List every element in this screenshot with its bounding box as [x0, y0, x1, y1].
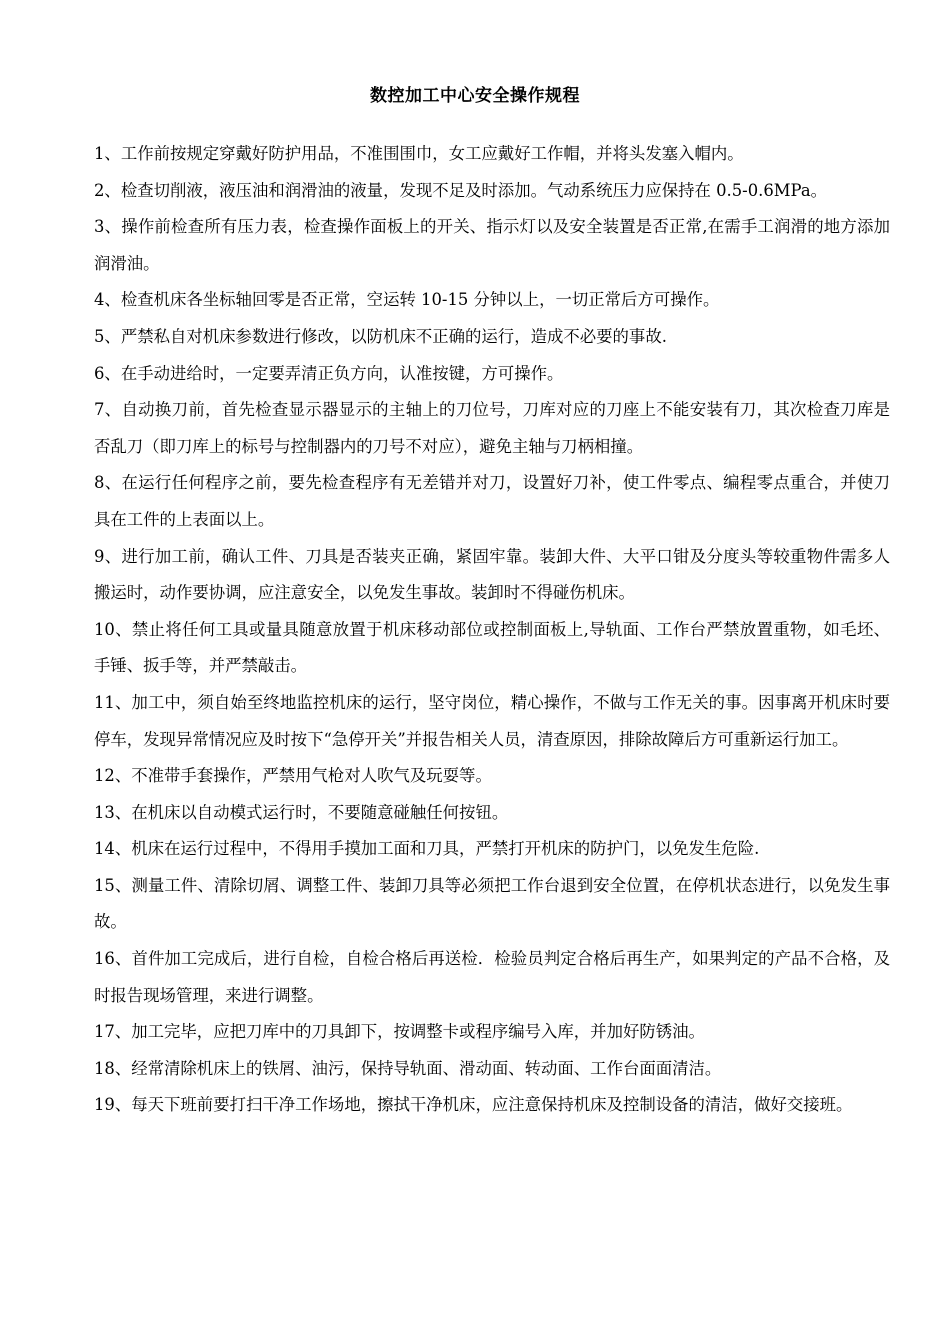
rule-item-9: 9、进行加工前，确认工件、刀具是否装夹正确，紧固牢靠。装卸大件、大平口钳及分度头等较重物件需多人搬运时，动作要协调，应注意安全，以免发生事故。装卸时不得碰伤机床。	[94, 546, 890, 603]
rule-item-13: 13、在机床以自动模式运行时，不要随意碰触任何按钮。	[94, 802, 509, 822]
rule-item-4: 4、检查机床各坐标轴回零是否正常，空运转 10-15 分钟以上，一切正常后方可操作。	[94, 290, 720, 310]
rule-item-19: 19、每天下班前要打扫干净工作场地，擦拭干净机床，应注意保持机床及控制设备的清洁，做好交接班。	[94, 1095, 853, 1115]
rule-item-18: 18、经常清除机床上的铁屑、油污，保持导轨面、滑动面、转动面、工作台面面清洁。	[94, 1058, 722, 1078]
document-title: 数控加工中心安全操作规程	[370, 86, 580, 106]
rule-item-1: 1、工作前按规定穿戴好防护用品，不准围围巾，女工应戴好工作帽，并将头发塞入帽内。	[94, 144, 744, 163]
rule-item-14: 14、机床在运行过程中，不得用手摸加工面和刀具，严禁打开机床的防护门，以免发生危险.	[94, 839, 760, 859]
rule-item-16: 16、首件加工完成后，进行自检，自检合格后再送检．检验员判定合格后再生产，如果判定的产品不合格，及时报告现场管理，来进行调整。	[94, 949, 890, 1005]
rule-item-7: 7、自动换刀前，首先检查显示器显示的主轴上的刀位号，刀库对应的刀座上不能安装有刀，其次检查刀库是否乱刀（即刀库上的标号与控制器内的刀号不对应），避免主轴与刀柄相撞。	[94, 400, 890, 456]
rule-item-10: 10、禁止将任何工具或量具随意放置于机床移动部位或控制面板上,导轨面、工作台严禁放置重物，如毛坯、手锤、扳手等，并严禁敲击。	[94, 619, 890, 676]
rules-list	[94, 136, 890, 1124]
rule-item-11: 11、加工中，须自始至终地监控机床的运行，坚守岗位，精心操作，不做与工作无关的事。因事离开机床时要停车，发现异常情况应及时按下“急停开关”并报告相关人员，清查原因，排除故障后方可重新运行加工。	[94, 692, 890, 749]
rule-item-8: 8、在运行任何程序之前，要先检查程序有无差错并对刀，设置好刀补，使工件零点、编程零点重合，并使刀具在工件的上表面以上。	[94, 473, 890, 529]
rule-item-2: 2、检查切削液，液压油和润滑油的液量，发现不足及时添加。气动系统压力应保持在 0.5-0.6MPa。	[94, 180, 827, 200]
rule-item-3: 3、操作前检查所有压力表，检查操作面板上的开关、指示灯以及安全装置是否正常,在需手工润滑的地方添加润滑油。	[94, 217, 890, 273]
rule-item-5: 5、严禁私自对机床参数进行修改，以防机床不正确的运行，造成不必要的事故.	[94, 326, 667, 346]
rule-item-15: 15、测量工件、清除切屑、调整工件、装卸刀具等必须把工作台退到安全位置，在停机状态进行，以免发生事故。	[94, 875, 890, 932]
rule-item-17: 17、加工完毕，应把刀库中的刀具卸下，按调整卡或程序编号入库，并加好防锈油。	[94, 1022, 705, 1042]
rule-item-6: 6、在手动进给时，一定要弄清正负方向，认准按键，方可操作。	[94, 363, 564, 383]
rule-item-12: 12、不准带手套操作，严禁用气枪对人吹气及玩耍等。	[94, 766, 492, 786]
